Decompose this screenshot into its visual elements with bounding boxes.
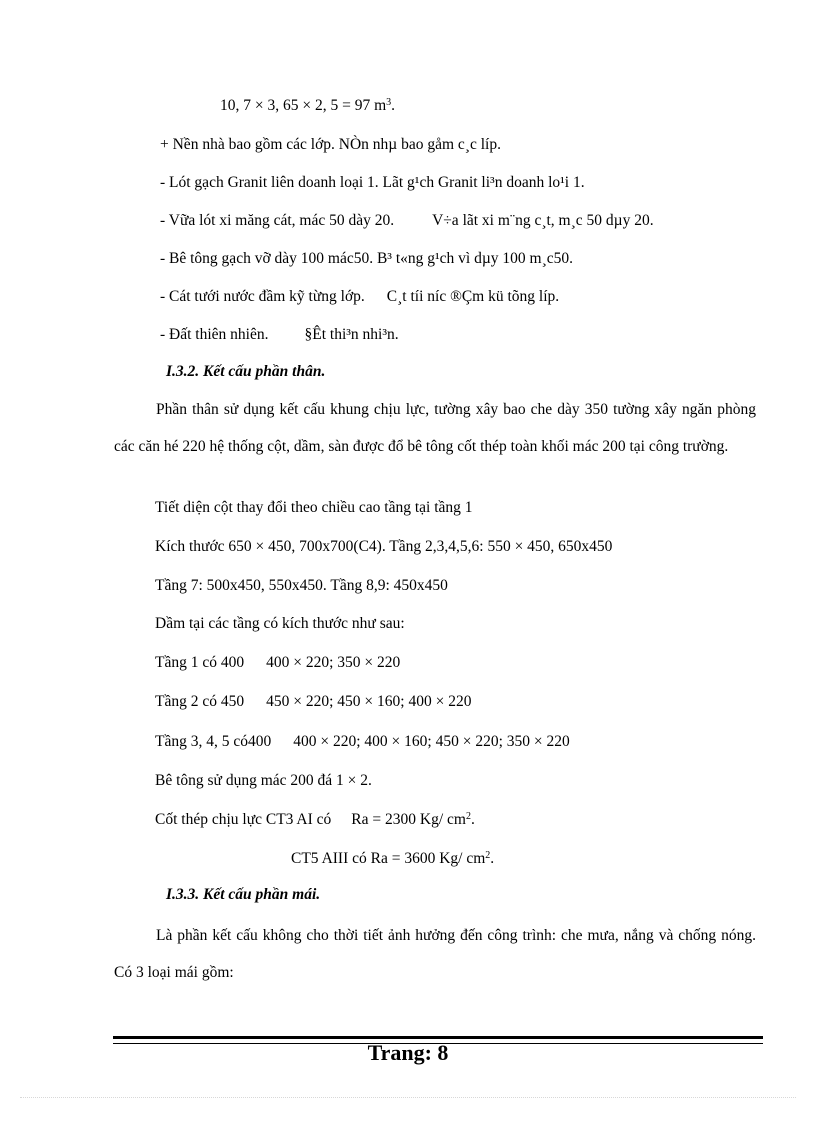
text-line-rebar-ct5: CT5 AIII có Ra = 3600 Kg/ $cm^2$. (291, 850, 495, 867)
footer-rule-thick (113, 1036, 763, 1039)
text-line-sand: - Cát tưới nước đầm kỹ từng lớp. C¸t tíi níc ®Çm kü tõng líp. (160, 288, 560, 305)
text-line-concrete: - Bê tông gạch vỡ dày 100 mác50. B³ t«ng g¹ch vì dµy 100 m¸c50. (160, 250, 573, 267)
text-line-floor7: Tầng 7: 500x450, 550x450. Tầng 8,9: 450x450 (155, 577, 448, 594)
text-line-floor-layers: + Nền nhà bao gồm các lớp. NÒn nhµ bao gåm c¸c líp. (160, 136, 501, 153)
text-line-floor2-beams: Tầng 2 có 450 450 × 220; 450 × 160; 400 × 220 (155, 693, 472, 710)
text-line-column-section: Tiết diện cột thay đổi theo chiều cao tầng tại tầng 1 (155, 499, 473, 516)
page-bottom-divider (20, 1097, 796, 1098)
section-heading-roof-structure: I.3.3. Kết cấu phần mái. (166, 886, 321, 903)
paragraph-roof-structure: Là phần kết cấu không cho thời tiết ảnh hưởng đến công trình: che mưa, nắng và chống nóng. Có 3 loại mái gồm: (114, 927, 756, 981)
text-line-floor345-beams: Tầng 3, 4, 5 có400 400 × 220; 400 × 160; 450 × 220; 350 × 220 (155, 733, 570, 750)
text-line-concrete-grade: Bê tông sử dụng mác 200 đá 1 × 2. (155, 772, 372, 789)
text-line-soil: - Đất thiên nhiên. §Êt thi³n nhi³n. (160, 326, 399, 343)
page-number: Trang: 8 (367, 1040, 449, 1065)
section-heading-body-structure: I.3.2. Kết cấu phần thân. (166, 363, 326, 380)
text-line-volume: 10, 7 × 3, 65 × 2, 5 = 97 $m^3$. (220, 97, 396, 114)
text-line-mortar: - Vữa lót xi măng cát, mác 50 dày 20. V÷a lãt xi m¨ng c¸t, m¸c 50 dµy 20. (160, 212, 654, 229)
text-line-granite: - Lót gạch Granit liên doanh loại 1. Lãt g¹ch Granit li³n doanh lo¹i 1. (160, 174, 585, 191)
paragraph-body-structure: Phần thân sử dụng kết cấu khung chịu lực, tường xây bao che dày 350 tường xây ngăn phòng các căn hé 220 hệ thống cột, dầm, sàn được đổ bê tông cốt thép toàn khối mác 200 tại công trường. (114, 401, 756, 455)
text-line-rebar-ct3: Cốt thép chịu lực CT3 AI có Ra = 2300 Kg/ $cm^2$. (155, 811, 475, 828)
text-line-beams: Dầm tại các tầng có kích thước như sau: (155, 615, 405, 632)
text-line-floor1-beams: Tầng 1 có 400 400 × 220; 350 × 220 (155, 654, 401, 671)
text-line-dimensions: Kích thước 650 × 450, 700x700(C4). Tầng 2,3,4,5,6: 550 × 450, 650x450 (155, 538, 613, 555)
